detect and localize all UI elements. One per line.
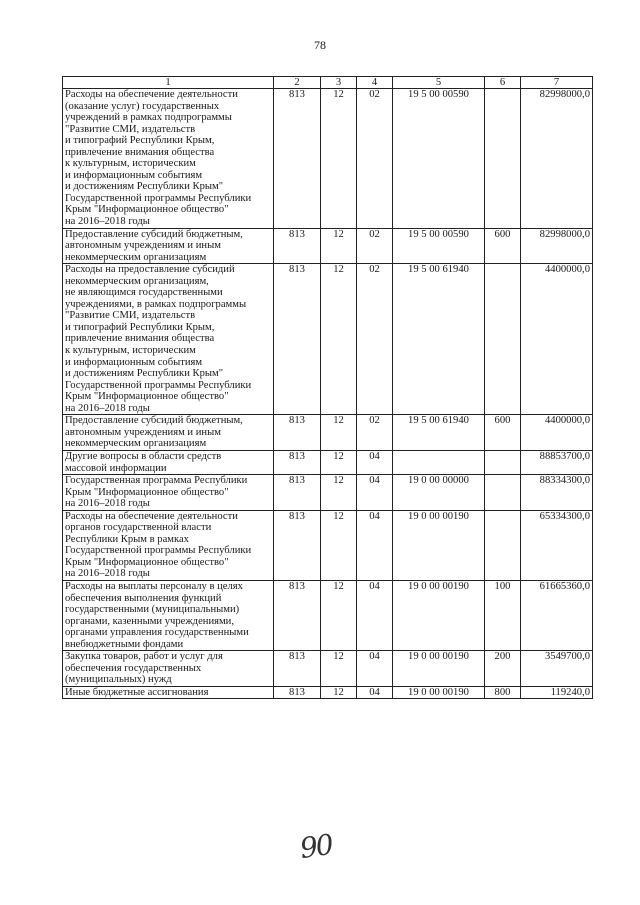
row-subsection-code: 02	[357, 228, 393, 264]
row-expense-type	[485, 89, 521, 229]
row-name: Другие вопросы в области средств массовой информации	[63, 450, 274, 474]
row-amount: 88853700,0	[521, 450, 593, 474]
row-amount: 119240,0	[521, 686, 593, 699]
row-subsection-code: 02	[357, 264, 393, 415]
row-expense-type: 200	[485, 651, 521, 687]
row-expense-type: 600	[485, 415, 521, 451]
row-section-code: 12	[321, 264, 357, 415]
row-amount: 88334300,0	[521, 475, 593, 511]
row-ministry-code: 813	[274, 686, 321, 699]
row-name: Расходы на обеспечение деятельности органов государственной власти Республики Крым в рамках Государственной программы Республики Крым "Информационное общество" на 2016–2018 годы	[63, 510, 274, 580]
row-section-code: 12	[321, 415, 357, 451]
row-section-code: 12	[321, 686, 357, 699]
row-section-code: 12	[321, 228, 357, 264]
row-subsection-code: 04	[357, 450, 393, 474]
header-col-2: 2	[274, 77, 321, 89]
table-row	[63, 264, 593, 415]
row-target-article: 19 0 00 00000	[393, 475, 485, 511]
row-name: Расходы на обеспечение деятельности (оказание услуг) государственных учреждений в рамках подпрограммы "Развитие СМИ, издательств и типографий Республики Крым, привлечение внимания общества к культурным, историческим и информационным событиям и достижениям Республики Крым" Государственной программы Республики Крым "Информационное общество" на 2016–2018 годы	[63, 89, 274, 229]
budget-table	[62, 76, 593, 699]
row-name: Расходы на предоставление субсидий некоммерческим организациям, не являющимся государственными учреждениями, в рамках подпрограммы "Развитие СМИ, издательств и типографий Республики Крым, привлечение внимания общества к культурным, историческим и информационным событиям и достижениям Республики Крым" Государственной программы Республики Крым "Информационное общество" на 2016–2018 годы	[63, 264, 274, 415]
row-target-article: 19 0 00 00190	[393, 686, 485, 699]
row-subsection-code: 02	[357, 89, 393, 229]
row-amount: 65334300,0	[521, 510, 593, 580]
row-amount: 61665360,0	[521, 580, 593, 650]
row-subsection-code: 04	[357, 580, 393, 650]
header-col-1: 1	[63, 77, 274, 89]
table-row	[63, 510, 593, 580]
row-ministry-code: 813	[274, 415, 321, 451]
row-expense-type: 800	[485, 686, 521, 699]
row-ministry-code: 813	[274, 450, 321, 474]
handwritten-page-mark: 90	[297, 827, 334, 866]
row-target-article: 19 5 00 00590	[393, 228, 485, 264]
row-subsection-code: 04	[357, 475, 393, 511]
row-target-article: 19 5 00 61940	[393, 415, 485, 451]
header-col-5: 5	[393, 77, 485, 89]
row-target-article: 19 0 00 00190	[393, 580, 485, 650]
row-subsection-code: 02	[357, 415, 393, 451]
row-target-article	[393, 450, 485, 474]
row-ministry-code: 813	[274, 89, 321, 229]
row-section-code: 12	[321, 475, 357, 511]
row-section-code: 12	[321, 450, 357, 474]
row-expense-type	[485, 510, 521, 580]
row-name: Расходы на выплаты персоналу в целях обеспечения выполнения функций государственными (муниципальными) органами, казенными учреждениями, органами управления государственными внебюджетными фондами	[63, 580, 274, 650]
table-row	[63, 450, 593, 474]
row-name: Закупка товаров, работ и услуг для обеспечения государственных (муниципальных) нужд	[63, 651, 274, 687]
table-row	[63, 89, 593, 229]
header-col-3: 3	[321, 77, 357, 89]
row-ministry-code: 813	[274, 510, 321, 580]
row-ministry-code: 813	[274, 651, 321, 687]
row-target-article: 19 0 00 00190	[393, 651, 485, 687]
row-section-code: 12	[321, 89, 357, 229]
row-name: Предоставление субсидий бюджетным, автономным учреждениям и иным некоммерческим организациям	[63, 228, 274, 264]
table-row	[63, 475, 593, 511]
header-col-4: 4	[357, 77, 393, 89]
row-expense-type	[485, 450, 521, 474]
row-name: Государственная программа Республики Крым "Информационное общество" на 2016–2018 годы	[63, 475, 274, 511]
row-target-article: 19 5 00 61940	[393, 264, 485, 415]
row-name: Предоставление субсидий бюджетным, автономным учреждениям и иным некоммерческим организациям	[63, 415, 274, 451]
header-col-6: 6	[485, 77, 521, 89]
header-col-7: 7	[521, 77, 593, 89]
row-section-code: 12	[321, 580, 357, 650]
row-amount: 3549700,0	[521, 651, 593, 687]
row-subsection-code: 04	[357, 686, 393, 699]
row-ministry-code: 813	[274, 264, 321, 415]
row-expense-type: 100	[485, 580, 521, 650]
table-row	[63, 228, 593, 264]
table-header-row	[63, 77, 593, 89]
row-expense-type	[485, 264, 521, 415]
table-row	[63, 580, 593, 650]
row-section-code: 12	[321, 651, 357, 687]
row-amount: 82998000,0	[521, 228, 593, 264]
row-amount: 4400000,0	[521, 264, 593, 415]
row-target-article: 19 0 00 00190	[393, 510, 485, 580]
row-subsection-code: 04	[357, 510, 393, 580]
row-amount: 82998000,0	[521, 89, 593, 229]
row-ministry-code: 813	[274, 475, 321, 511]
page-number: 78	[314, 38, 326, 52]
row-name: Иные бюджетные ассигнования	[63, 686, 274, 699]
row-target-article: 19 5 00 00590	[393, 89, 485, 229]
row-section-code: 12	[321, 510, 357, 580]
row-amount: 4400000,0	[521, 415, 593, 451]
row-expense-type: 600	[485, 228, 521, 264]
row-ministry-code: 813	[274, 228, 321, 264]
table-row	[63, 651, 593, 687]
row-subsection-code: 04	[357, 651, 393, 687]
table-row	[63, 686, 593, 699]
row-expense-type	[485, 475, 521, 511]
table-row	[63, 415, 593, 451]
row-ministry-code: 813	[274, 580, 321, 650]
